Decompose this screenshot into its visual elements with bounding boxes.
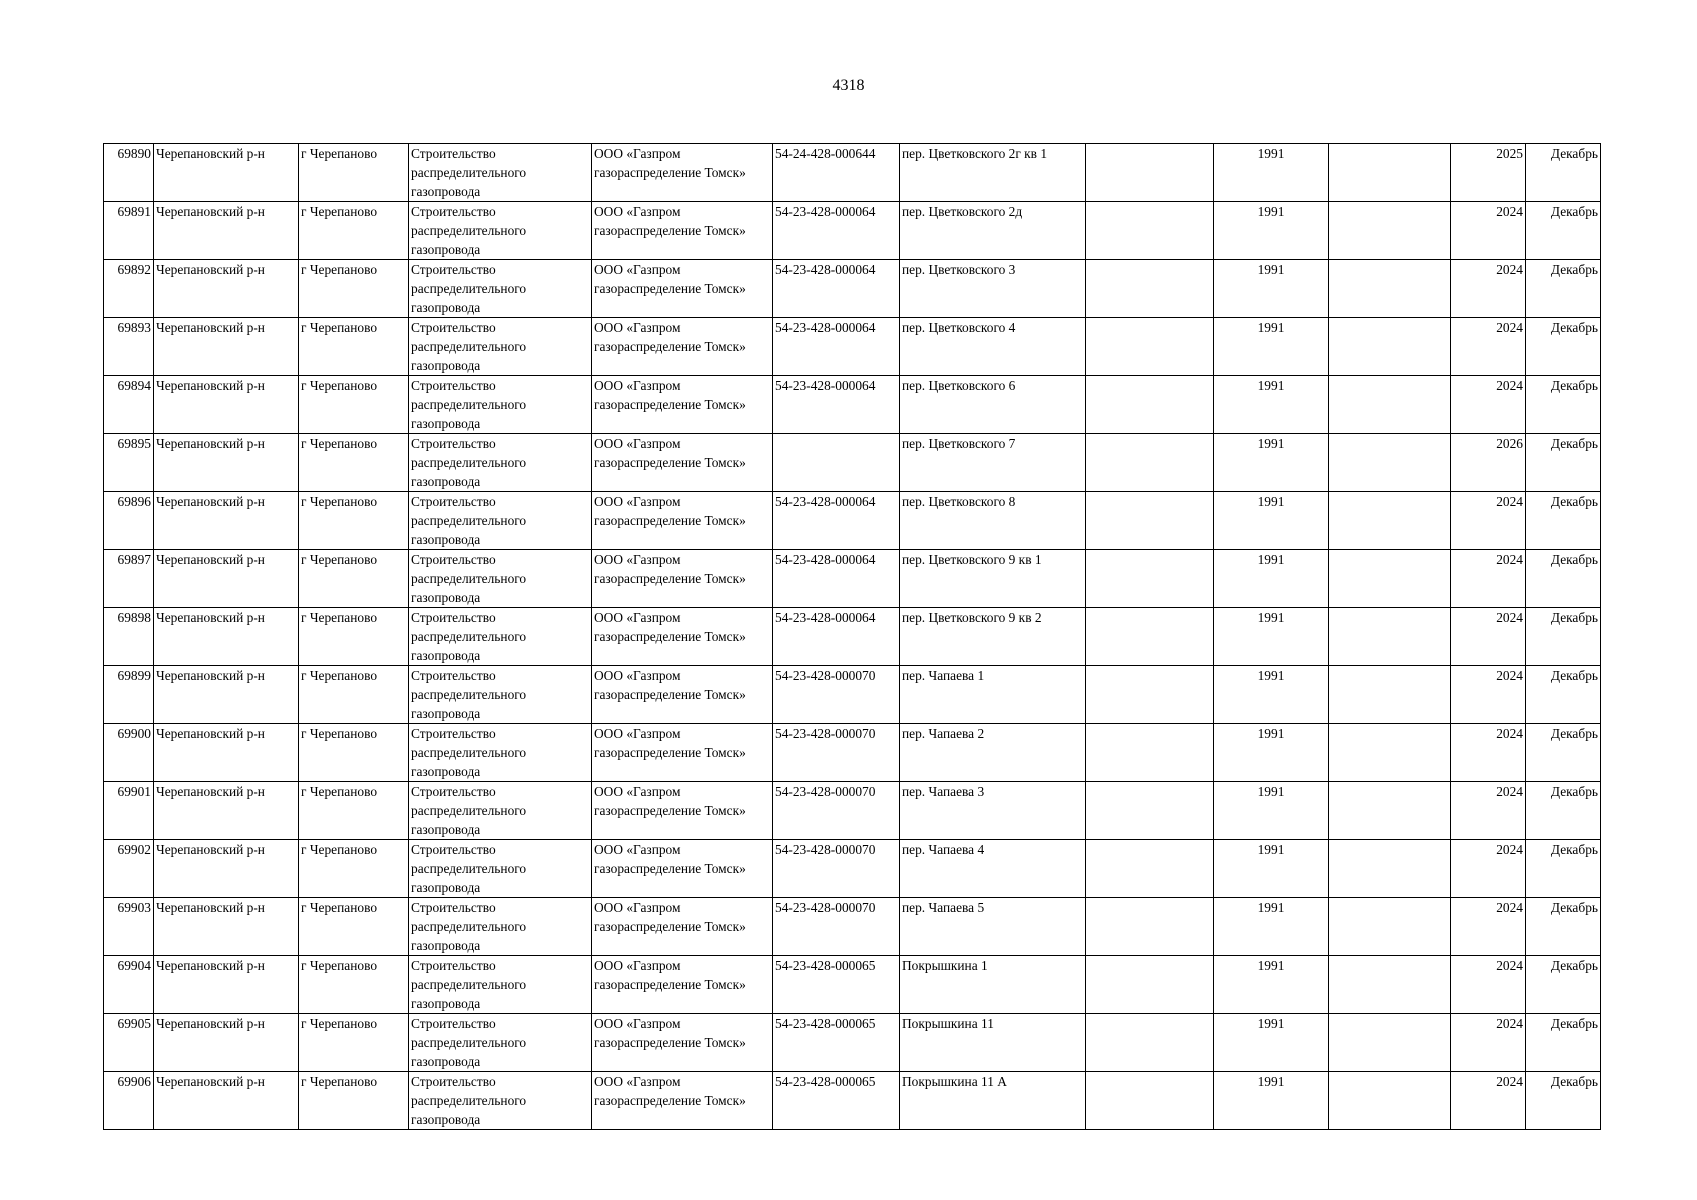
cell-object-code: 54-23-428-000064 bbox=[773, 260, 900, 318]
cell-work-type: Строительство распределительного газопровода bbox=[409, 376, 592, 434]
cell-number: 69906 bbox=[104, 1072, 154, 1130]
cell-empty-2 bbox=[1329, 782, 1451, 840]
cell-empty-2 bbox=[1329, 724, 1451, 782]
cell-year: 1991 bbox=[1214, 144, 1329, 202]
cell-number: 69900 bbox=[104, 724, 154, 782]
cell-object-code: 54-23-428-000070 bbox=[773, 840, 900, 898]
cell-object-code: 54-23-428-000064 bbox=[773, 376, 900, 434]
cell-year: 1991 bbox=[1214, 1072, 1329, 1130]
table-row bbox=[104, 434, 1601, 492]
cell-empty-1 bbox=[1086, 318, 1214, 376]
cell-month: Декабрь bbox=[1526, 144, 1601, 202]
cell-empty-1 bbox=[1086, 956, 1214, 1014]
cell-address: пер. Цветковского 2г кв 1 bbox=[900, 144, 1086, 202]
cell-work-type: Строительство распределительного газопровода bbox=[409, 608, 592, 666]
table-row bbox=[104, 608, 1601, 666]
cell-plan-year: 2024 bbox=[1451, 550, 1526, 608]
cell-district: Черепановский р-н bbox=[154, 376, 299, 434]
cell-locality: г Черепаново bbox=[299, 608, 409, 666]
cell-month: Декабрь bbox=[1526, 318, 1601, 376]
cell-address: пер. Цветковского 6 bbox=[900, 376, 1086, 434]
cell-plan-year: 2024 bbox=[1451, 724, 1526, 782]
cell-empty-2 bbox=[1329, 956, 1451, 1014]
cell-locality: г Черепаново bbox=[299, 550, 409, 608]
cell-organization: ООО «Газпром газораспределение Томск» bbox=[592, 898, 773, 956]
cell-organization: ООО «Газпром газораспределение Томск» bbox=[592, 840, 773, 898]
cell-district: Черепановский р-н bbox=[154, 1072, 299, 1130]
table-body bbox=[104, 144, 1601, 1130]
cell-district: Черепановский р-н bbox=[154, 608, 299, 666]
cell-year: 1991 bbox=[1214, 492, 1329, 550]
cell-locality: г Черепаново bbox=[299, 202, 409, 260]
cell-address: пер. Цветковского 9 кв 1 bbox=[900, 550, 1086, 608]
cell-empty-1 bbox=[1086, 1014, 1214, 1072]
cell-locality: г Черепаново bbox=[299, 1072, 409, 1130]
cell-empty-1 bbox=[1086, 202, 1214, 260]
cell-locality: г Черепаново bbox=[299, 144, 409, 202]
cell-empty-2 bbox=[1329, 492, 1451, 550]
cell-locality: г Черепаново bbox=[299, 260, 409, 318]
cell-object-code: 54-23-428-000070 bbox=[773, 666, 900, 724]
cell-month: Декабрь bbox=[1526, 840, 1601, 898]
cell-object-code: 54-23-428-000065 bbox=[773, 1014, 900, 1072]
cell-work-type: Строительство распределительного газопровода bbox=[409, 782, 592, 840]
cell-locality: г Черепаново bbox=[299, 492, 409, 550]
cell-organization: ООО «Газпром газораспределение Томск» bbox=[592, 782, 773, 840]
cell-locality: г Черепаново bbox=[299, 376, 409, 434]
cell-empty-2 bbox=[1329, 1072, 1451, 1130]
cell-locality: г Черепаново bbox=[299, 1014, 409, 1072]
cell-year: 1991 bbox=[1214, 434, 1329, 492]
table-row bbox=[104, 898, 1601, 956]
cell-number: 69893 bbox=[104, 318, 154, 376]
cell-month: Декабрь bbox=[1526, 1014, 1601, 1072]
cell-district: Черепановский р-н bbox=[154, 956, 299, 1014]
cell-district: Черепановский р-н bbox=[154, 492, 299, 550]
cell-year: 1991 bbox=[1214, 202, 1329, 260]
cell-plan-year: 2024 bbox=[1451, 782, 1526, 840]
cell-locality: г Черепаново bbox=[299, 840, 409, 898]
cell-object-code: 54-23-428-000064 bbox=[773, 608, 900, 666]
cell-empty-2 bbox=[1329, 550, 1451, 608]
table-row bbox=[104, 492, 1601, 550]
cell-plan-year: 2024 bbox=[1451, 956, 1526, 1014]
cell-address: пер. Цветковского 7 bbox=[900, 434, 1086, 492]
cell-number: 69901 bbox=[104, 782, 154, 840]
cell-work-type: Строительство распределительного газопровода bbox=[409, 724, 592, 782]
cell-locality: г Черепаново bbox=[299, 434, 409, 492]
cell-plan-year: 2024 bbox=[1451, 202, 1526, 260]
cell-organization: ООО «Газпром газораспределение Томск» bbox=[592, 956, 773, 1014]
cell-empty-1 bbox=[1086, 492, 1214, 550]
cell-object-code: 54-24-428-000644 bbox=[773, 144, 900, 202]
cell-district: Черепановский р-н bbox=[154, 434, 299, 492]
cell-work-type: Строительство распределительного газопровода bbox=[409, 666, 592, 724]
cell-plan-year: 2025 bbox=[1451, 144, 1526, 202]
cell-empty-1 bbox=[1086, 260, 1214, 318]
cell-number: 69891 bbox=[104, 202, 154, 260]
cell-work-type: Строительство распределительного газопровода bbox=[409, 1014, 592, 1072]
cell-organization: ООО «Газпром газораспределение Томск» bbox=[592, 434, 773, 492]
cell-organization: ООО «Газпром газораспределение Томск» bbox=[592, 144, 773, 202]
cell-organization: ООО «Газпром газораспределение Томск» bbox=[592, 376, 773, 434]
cell-empty-1 bbox=[1086, 840, 1214, 898]
cell-work-type: Строительство распределительного газопровода bbox=[409, 260, 592, 318]
cell-empty-1 bbox=[1086, 724, 1214, 782]
table-row bbox=[104, 202, 1601, 260]
cell-district: Черепановский р-н bbox=[154, 144, 299, 202]
cell-month: Декабрь bbox=[1526, 724, 1601, 782]
cell-work-type: Строительство распределительного газопровода bbox=[409, 492, 592, 550]
cell-plan-year: 2024 bbox=[1451, 608, 1526, 666]
cell-month: Декабрь bbox=[1526, 956, 1601, 1014]
cell-plan-year: 2024 bbox=[1451, 1072, 1526, 1130]
cell-number: 69896 bbox=[104, 492, 154, 550]
cell-plan-year: 2024 bbox=[1451, 260, 1526, 318]
cell-work-type: Строительство распределительного газопровода bbox=[409, 1072, 592, 1130]
cell-empty-2 bbox=[1329, 898, 1451, 956]
cell-year: 1991 bbox=[1214, 666, 1329, 724]
cell-year: 1991 bbox=[1214, 898, 1329, 956]
cell-empty-2 bbox=[1329, 202, 1451, 260]
cell-work-type: Строительство распределительного газопровода bbox=[409, 840, 592, 898]
cell-address: пер. Цветковского 2д bbox=[900, 202, 1086, 260]
cell-number: 69898 bbox=[104, 608, 154, 666]
table-row bbox=[104, 782, 1601, 840]
cell-object-code: 54-23-428-000065 bbox=[773, 956, 900, 1014]
cell-organization: ООО «Газпром газораспределение Томск» bbox=[592, 492, 773, 550]
cell-number: 69890 bbox=[104, 144, 154, 202]
cell-plan-year: 2024 bbox=[1451, 666, 1526, 724]
cell-number: 69905 bbox=[104, 1014, 154, 1072]
cell-empty-2 bbox=[1329, 608, 1451, 666]
cell-organization: ООО «Газпром газораспределение Томск» bbox=[592, 724, 773, 782]
cell-year: 1991 bbox=[1214, 608, 1329, 666]
cell-address: пер. Чапаева 1 bbox=[900, 666, 1086, 724]
cell-number: 69903 bbox=[104, 898, 154, 956]
cell-object-code: 54-23-428-000064 bbox=[773, 318, 900, 376]
cell-year: 1991 bbox=[1214, 1014, 1329, 1072]
cell-plan-year: 2024 bbox=[1451, 492, 1526, 550]
cell-district: Черепановский р-н bbox=[154, 260, 299, 318]
cell-object-code: 54-23-428-000070 bbox=[773, 724, 900, 782]
cell-locality: г Черепаново bbox=[299, 724, 409, 782]
page-number: 4318 bbox=[832, 77, 865, 94]
cell-address: пер. Чапаева 4 bbox=[900, 840, 1086, 898]
cell-year: 1991 bbox=[1214, 782, 1329, 840]
cell-number: 69892 bbox=[104, 260, 154, 318]
cell-address: Покрышкина 1 bbox=[900, 956, 1086, 1014]
cell-work-type: Строительство распределительного газопровода bbox=[409, 550, 592, 608]
cell-number: 69894 bbox=[104, 376, 154, 434]
cell-organization: ООО «Газпром газораспределение Томск» bbox=[592, 1072, 773, 1130]
cell-work-type: Строительство распределительного газопровода bbox=[409, 318, 592, 376]
cell-plan-year: 2024 bbox=[1451, 376, 1526, 434]
cell-object-code: 54-23-428-000064 bbox=[773, 202, 900, 260]
cell-district: Черепановский р-н bbox=[154, 318, 299, 376]
cell-number: 69904 bbox=[104, 956, 154, 1014]
cell-object-code: 54-23-428-000064 bbox=[773, 492, 900, 550]
cell-empty-1 bbox=[1086, 550, 1214, 608]
cell-number: 69895 bbox=[104, 434, 154, 492]
cell-month: Декабрь bbox=[1526, 550, 1601, 608]
cell-empty-2 bbox=[1329, 434, 1451, 492]
cell-empty-1 bbox=[1086, 782, 1214, 840]
table-row bbox=[104, 840, 1601, 898]
cell-address: пер. Цветковского 3 bbox=[900, 260, 1086, 318]
cell-month: Декабрь bbox=[1526, 260, 1601, 318]
cell-object-code: 54-23-428-000064 bbox=[773, 550, 900, 608]
cell-district: Черепановский р-н bbox=[154, 782, 299, 840]
cell-district: Черепановский р-н bbox=[154, 550, 299, 608]
cell-year: 1991 bbox=[1214, 318, 1329, 376]
cell-empty-1 bbox=[1086, 434, 1214, 492]
cell-address: пер. Чапаева 2 bbox=[900, 724, 1086, 782]
cell-locality: г Черепаново bbox=[299, 956, 409, 1014]
cell-year: 1991 bbox=[1214, 956, 1329, 1014]
cell-object-code bbox=[773, 434, 900, 492]
cell-empty-2 bbox=[1329, 144, 1451, 202]
cell-empty-2 bbox=[1329, 318, 1451, 376]
cell-empty-2 bbox=[1329, 376, 1451, 434]
cell-organization: ООО «Газпром газораспределение Томск» bbox=[592, 202, 773, 260]
cell-organization: ООО «Газпром газораспределение Томск» bbox=[592, 260, 773, 318]
cell-organization: ООО «Газпром газораспределение Томск» bbox=[592, 608, 773, 666]
cell-district: Черепановский р-н bbox=[154, 724, 299, 782]
cell-district: Черепановский р-н bbox=[154, 666, 299, 724]
cell-address: пер. Цветковского 9 кв 2 bbox=[900, 608, 1086, 666]
cell-object-code: 54-23-428-000065 bbox=[773, 1072, 900, 1130]
table-row bbox=[104, 1072, 1601, 1130]
cell-empty-1 bbox=[1086, 666, 1214, 724]
cell-year: 1991 bbox=[1214, 376, 1329, 434]
cell-organization: ООО «Газпром газораспределение Томск» bbox=[592, 550, 773, 608]
cell-year: 1991 bbox=[1214, 840, 1329, 898]
cell-year: 1991 bbox=[1214, 260, 1329, 318]
cell-work-type: Строительство распределительного газопровода bbox=[409, 144, 592, 202]
cell-month: Декабрь bbox=[1526, 1072, 1601, 1130]
cell-number: 69902 bbox=[104, 840, 154, 898]
cell-address: пер. Цветковского 4 bbox=[900, 318, 1086, 376]
cell-plan-year: 2024 bbox=[1451, 318, 1526, 376]
cell-address: Покрышкина 11 bbox=[900, 1014, 1086, 1072]
cell-empty-2 bbox=[1329, 1014, 1451, 1072]
cell-plan-year: 2024 bbox=[1451, 1014, 1526, 1072]
cell-address: пер. Цветковского 8 bbox=[900, 492, 1086, 550]
cell-district: Черепановский р-н bbox=[154, 202, 299, 260]
cell-year: 1991 bbox=[1214, 724, 1329, 782]
cell-number: 69897 bbox=[104, 550, 154, 608]
cell-plan-year: 2024 bbox=[1451, 840, 1526, 898]
cell-district: Черепановский р-н bbox=[154, 1014, 299, 1072]
cell-empty-2 bbox=[1329, 260, 1451, 318]
cell-number: 69899 bbox=[104, 666, 154, 724]
cell-month: Декабрь bbox=[1526, 898, 1601, 956]
cell-work-type: Строительство распределительного газопровода bbox=[409, 202, 592, 260]
table-row bbox=[104, 376, 1601, 434]
table-row bbox=[104, 318, 1601, 376]
cell-locality: г Черепаново bbox=[299, 782, 409, 840]
cell-object-code: 54-23-428-000070 bbox=[773, 898, 900, 956]
cell-organization: ООО «Газпром газораспределение Томск» bbox=[592, 1014, 773, 1072]
cell-empty-1 bbox=[1086, 898, 1214, 956]
cell-organization: ООО «Газпром газораспределение Томск» bbox=[592, 318, 773, 376]
table-row bbox=[104, 260, 1601, 318]
cell-organization: ООО «Газпром газораспределение Томск» bbox=[592, 666, 773, 724]
table-row bbox=[104, 666, 1601, 724]
cell-object-code: 54-23-428-000070 bbox=[773, 782, 900, 840]
registry-table bbox=[103, 143, 1601, 1130]
table-row bbox=[104, 724, 1601, 782]
cell-empty-1 bbox=[1086, 608, 1214, 666]
table-row bbox=[104, 550, 1601, 608]
cell-district: Черепановский р-н bbox=[154, 840, 299, 898]
cell-address: пер. Чапаева 5 bbox=[900, 898, 1086, 956]
table-row bbox=[104, 144, 1601, 202]
cell-empty-1 bbox=[1086, 144, 1214, 202]
cell-month: Декабрь bbox=[1526, 202, 1601, 260]
cell-month: Декабрь bbox=[1526, 782, 1601, 840]
cell-locality: г Черепаново bbox=[299, 318, 409, 376]
cell-month: Декабрь bbox=[1526, 608, 1601, 666]
cell-work-type: Строительство распределительного газопровода bbox=[409, 956, 592, 1014]
cell-locality: г Черепаново bbox=[299, 898, 409, 956]
cell-month: Декабрь bbox=[1526, 434, 1601, 492]
cell-year: 1991 bbox=[1214, 550, 1329, 608]
cell-locality: г Черепаново bbox=[299, 666, 409, 724]
table-row bbox=[104, 1014, 1601, 1072]
table-row bbox=[104, 956, 1601, 1014]
cell-empty-1 bbox=[1086, 376, 1214, 434]
cell-work-type: Строительство распределительного газопровода bbox=[409, 898, 592, 956]
cell-month: Декабрь bbox=[1526, 666, 1601, 724]
cell-district: Черепановский р-н bbox=[154, 898, 299, 956]
cell-address: Покрышкина 11 А bbox=[900, 1072, 1086, 1130]
cell-empty-2 bbox=[1329, 840, 1451, 898]
cell-empty-1 bbox=[1086, 1072, 1214, 1130]
cell-address: пер. Чапаева 3 bbox=[900, 782, 1086, 840]
cell-month: Декабрь bbox=[1526, 376, 1601, 434]
cell-empty-2 bbox=[1329, 666, 1451, 724]
cell-month: Декабрь bbox=[1526, 492, 1601, 550]
cell-plan-year: 2026 bbox=[1451, 434, 1526, 492]
cell-work-type: Строительство распределительного газопровода bbox=[409, 434, 592, 492]
cell-plan-year: 2024 bbox=[1451, 898, 1526, 956]
